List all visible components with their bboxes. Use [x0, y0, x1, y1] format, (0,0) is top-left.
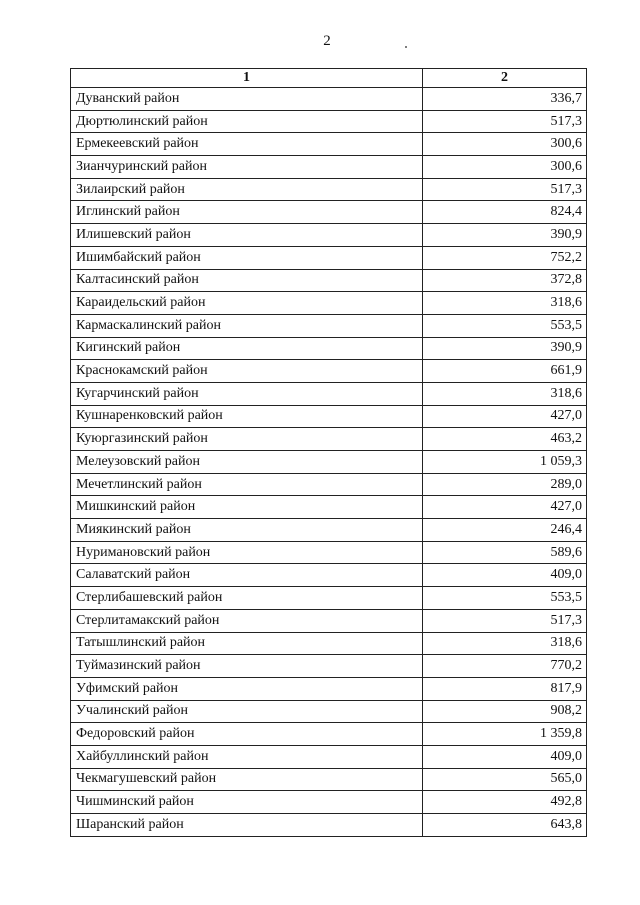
- district-name-cell: Шаранский район: [71, 814, 423, 837]
- table-row: [71, 314, 587, 337]
- column-header-2: 2: [423, 69, 587, 88]
- district-value-cell: 661,9: [423, 360, 587, 383]
- header-row: [71, 69, 587, 88]
- district-name-cell: Дюртюлинский район: [71, 110, 423, 133]
- table-row: [71, 133, 587, 156]
- district-name-cell: Краснокамский район: [71, 360, 423, 383]
- table-row: [71, 382, 587, 405]
- district-value-cell: 517,3: [423, 609, 587, 632]
- table-row: [71, 768, 587, 791]
- district-value-cell: 589,6: [423, 541, 587, 564]
- district-name-cell: Татышлинский район: [71, 632, 423, 655]
- district-name-cell: Салаватский район: [71, 564, 423, 587]
- table-row: [71, 473, 587, 496]
- district-name-cell: Мелеузовский район: [71, 451, 423, 474]
- district-value-cell: 318,6: [423, 382, 587, 405]
- district-value-cell: 517,3: [423, 110, 587, 133]
- district-name-cell: Зилаирский район: [71, 178, 423, 201]
- district-value-cell: 1 059,3: [423, 451, 587, 474]
- table-row: [71, 519, 587, 542]
- district-value-cell: 824,4: [423, 201, 587, 224]
- table-row: [71, 496, 587, 519]
- district-value-cell: 409,0: [423, 564, 587, 587]
- district-table: [70, 68, 587, 837]
- district-name-cell: Хайбуллинский район: [71, 745, 423, 768]
- table-row: [71, 269, 587, 292]
- district-value-cell: 517,3: [423, 178, 587, 201]
- table-row: [71, 700, 587, 723]
- district-name-cell: Стерлитамакский район: [71, 609, 423, 632]
- district-value-cell: 289,0: [423, 473, 587, 496]
- table-row: [71, 201, 587, 224]
- district-value-cell: 300,6: [423, 156, 587, 179]
- scan-speck: [405, 46, 407, 48]
- district-value-cell: 908,2: [423, 700, 587, 723]
- table-header: [71, 69, 587, 88]
- table-row: [71, 178, 587, 201]
- table-row: [71, 110, 587, 133]
- column-header-1: 1: [71, 69, 423, 88]
- district-name-cell: Калтасинский район: [71, 269, 423, 292]
- district-name-cell: Нуримановский район: [71, 541, 423, 564]
- district-name-cell: Иглинский район: [71, 201, 423, 224]
- district-value-cell: 770,2: [423, 655, 587, 678]
- district-value-cell: 1 359,8: [423, 723, 587, 746]
- table-row: [71, 655, 587, 678]
- district-value-cell: 463,2: [423, 428, 587, 451]
- district-value-cell: 492,8: [423, 791, 587, 814]
- table-row: [71, 564, 587, 587]
- district-value-cell: 336,7: [423, 88, 587, 111]
- district-value-cell: 553,5: [423, 587, 587, 610]
- table-row: [71, 337, 587, 360]
- table-row: [71, 88, 587, 111]
- district-name-cell: Чишминский район: [71, 791, 423, 814]
- table-row: [71, 451, 587, 474]
- table-row: [71, 723, 587, 746]
- district-name-cell: Уфимский район: [71, 677, 423, 700]
- district-name-cell: Караидельский район: [71, 292, 423, 315]
- district-name-cell: Кугарчинский район: [71, 382, 423, 405]
- table-row: [71, 428, 587, 451]
- district-name-cell: Туймазинский район: [71, 655, 423, 678]
- table-row: [71, 405, 587, 428]
- district-value-cell: 318,6: [423, 632, 587, 655]
- table-row: [71, 360, 587, 383]
- district-value-cell: 409,0: [423, 745, 587, 768]
- district-name-cell: Федоровский район: [71, 723, 423, 746]
- table-body: [71, 88, 587, 837]
- district-name-cell: Илишевский район: [71, 224, 423, 247]
- table-row: [71, 814, 587, 837]
- district-name-cell: Чекмагушевский район: [71, 768, 423, 791]
- district-value-cell: 752,2: [423, 246, 587, 269]
- table-row: [71, 791, 587, 814]
- table-row: [71, 541, 587, 564]
- district-value-cell: 643,8: [423, 814, 587, 837]
- table-row: [71, 292, 587, 315]
- district-name-cell: Кушнаренковский район: [71, 405, 423, 428]
- district-name-cell: Ишимбайский район: [71, 246, 423, 269]
- district-name-cell: Мечетлинский район: [71, 473, 423, 496]
- district-name-cell: Ермекеевский район: [71, 133, 423, 156]
- table-row: [71, 677, 587, 700]
- table-row: [71, 246, 587, 269]
- district-name-cell: Мишкинский район: [71, 496, 423, 519]
- district-name-cell: Кигинский район: [71, 337, 423, 360]
- district-value-cell: 300,6: [423, 133, 587, 156]
- district-value-cell: 427,0: [423, 496, 587, 519]
- table-row: [71, 224, 587, 247]
- district-value-cell: 390,9: [423, 224, 587, 247]
- table-row: [71, 745, 587, 768]
- table-row: [71, 632, 587, 655]
- district-value-cell: 372,8: [423, 269, 587, 292]
- district-name-cell: Куюргазинский район: [71, 428, 423, 451]
- district-name-cell: Учалинский район: [71, 700, 423, 723]
- district-value-cell: 565,0: [423, 768, 587, 791]
- district-value-cell: 390,9: [423, 337, 587, 360]
- district-value-cell: 246,4: [423, 519, 587, 542]
- page-number: 2: [323, 33, 331, 49]
- district-name-cell: Миякинский район: [71, 519, 423, 542]
- district-value-cell: 817,9: [423, 677, 587, 700]
- district-value-cell: 318,6: [423, 292, 587, 315]
- district-name-cell: Кармаскалинский район: [71, 314, 423, 337]
- district-name-cell: Зианчуринский район: [71, 156, 423, 179]
- district-name-cell: Стерлибашевский район: [71, 587, 423, 610]
- table-row: [71, 156, 587, 179]
- table-row: [71, 587, 587, 610]
- table-row: [71, 609, 587, 632]
- district-name-cell: Дуванский район: [71, 88, 423, 111]
- district-value-cell: 427,0: [423, 405, 587, 428]
- district-value-cell: 553,5: [423, 314, 587, 337]
